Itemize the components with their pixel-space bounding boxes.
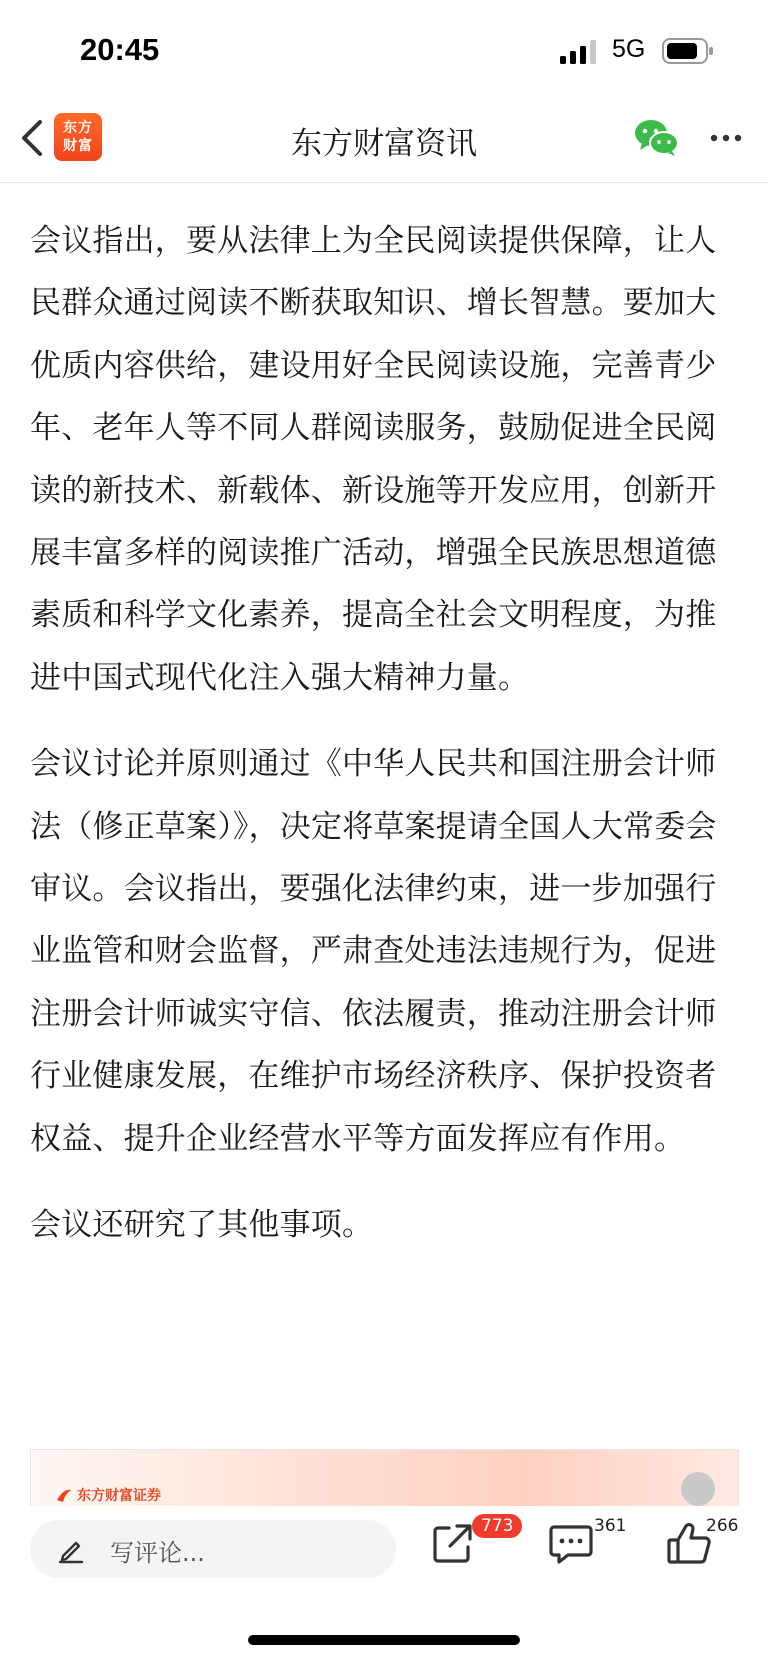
article-paragraph-2: 会议讨论并原则通过《中华人民共和国注册会计师法（修正草案）》，决定将草案提请全国人大常委会审议。会议指出，要强化法律约束，进一步加强行业监管和财会监督，严肃查处违法违规行为，促进注册会计师诚实守信、依法履责，推动注册会计师行业健康发展，在维护市场经济秩序、保护投资者权益、提升企业经营水平等方面发挥应有作用。 <box>30 746 717 1157</box>
battery-icon <box>662 38 714 64</box>
comment-count: 361 <box>594 1516 627 1536</box>
comment-placeholder: 写评论... <box>110 1539 205 1567</box>
like-count: 266 <box>706 1516 739 1536</box>
wechat-share-icon[interactable] <box>634 118 680 158</box>
article-paragraph-1: 会议指出，要从法律上为全民阅读提供保障，让人民群众通过阅读不断获取知识、增长智慧。要加大优质内容供给，建设用好全民阅读设施，完善青少年、老年人等不同人群阅读服务，鼓励促进全民阅读的新技术、新载体、新设施等开发应用，创新开展丰富多样的阅读推广活动，增强全民族思想道德素质和科学文化素养，提高全社会文明程度，为推进中国式现代化注入强大精神力量。 <box>30 223 717 696</box>
ad-brand-name: 东方财富证券 <box>77 1488 161 1504</box>
network-type: 5G <box>612 35 646 63</box>
comment-input[interactable] <box>30 1520 396 1578</box>
home-indicator <box>248 1635 520 1645</box>
ad-brand-icon <box>55 1486 73 1504</box>
more-options-icon[interactable] <box>708 120 744 156</box>
cellular-signal-icon <box>560 40 600 64</box>
logo-line-1: 东方 <box>63 120 93 136</box>
ad-brand-logo <box>55 1485 161 1505</box>
status-time: 20:45 <box>80 32 160 67</box>
status-bar <box>0 0 768 100</box>
ad-close-icon[interactable] <box>681 1472 715 1506</box>
bottom-action-bar <box>0 1506 768 1663</box>
article-paragraph-3: 会议还研究了其他事项。 <box>30 1207 374 1244</box>
share-count-badge: 773 <box>472 1514 522 1538</box>
comment-icon[interactable] <box>546 1518 596 1568</box>
article-body <box>30 210 740 1281</box>
page-title: 东方财富资讯 <box>291 126 477 162</box>
share-icon[interactable] <box>428 1518 478 1568</box>
nav-bar <box>0 100 768 183</box>
logo-line-2: 财富 <box>63 138 93 154</box>
pencil-icon <box>56 1534 86 1564</box>
ad-banner[interactable] <box>30 1449 739 1507</box>
